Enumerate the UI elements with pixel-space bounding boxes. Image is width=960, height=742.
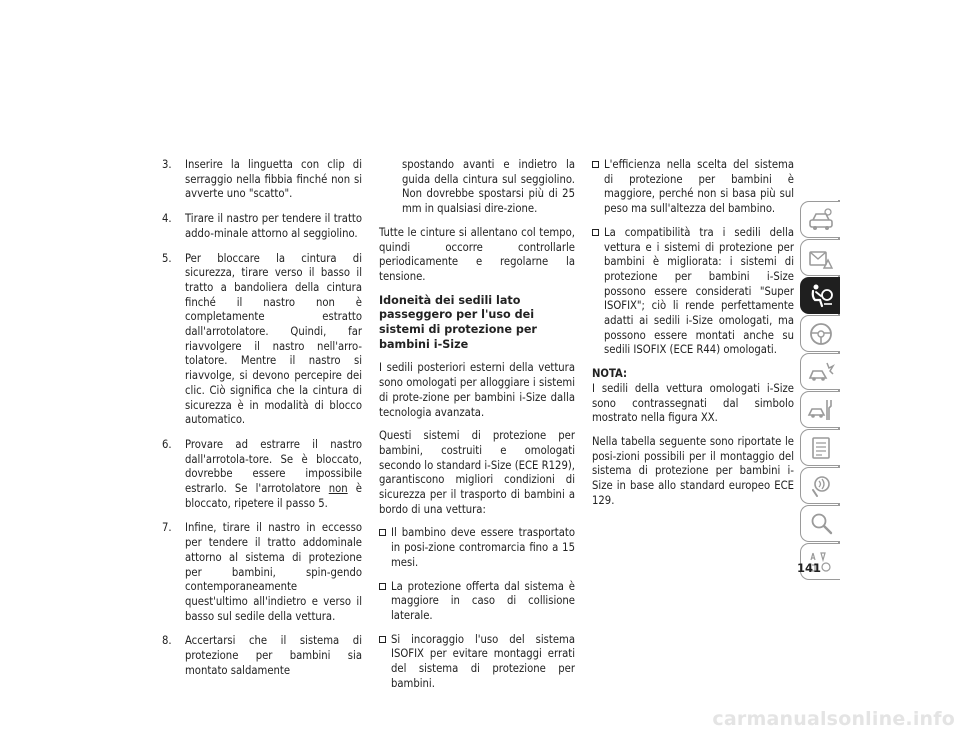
step-number: 7. [162, 521, 172, 535]
bullet-item [379, 526, 575, 570]
car-crash-icon [807, 358, 835, 386]
text-column-1 [162, 158, 362, 689]
section-heading: Idoneità dei sedili lato passeggero per l'uso dei sistemi di protezione per bambini i-Size [379, 293, 537, 351]
note-title: NOTA: [592, 367, 627, 381]
note-text: I sedili della vettura omologati i-Size sono contrassegnati dal simbolo mostrato nella figura XX. [592, 381, 794, 425]
bullet-item [379, 633, 575, 692]
step-text: Infine, tirare il nastro in eccesso per tendere il tratto addominale attorno al sistema di protezione per bambini, spin-gendo contemporaneamente quest'ultimo all'indietro e verso il basso sul sedile della vettura. [185, 521, 362, 623]
car-service-tools-icon [807, 396, 835, 424]
step-number: 3. [162, 158, 172, 171]
paragraph: I sedili posteriori esterni della vettura sono omologati per alloggiare i sistemi di prote-zione per bambini i-Size dalla tecnologia avanzata. [379, 361, 575, 419]
step-4 [162, 212, 362, 241]
tab-steering-wheel[interactable] [800, 315, 840, 352]
step-number: 4. [162, 212, 172, 226]
tab-maintenance-checklist[interactable] [800, 429, 840, 466]
bullet-item [592, 158, 794, 217]
step-7 [162, 521, 362, 624]
tab-search-index[interactable] [800, 505, 840, 542]
instrument-warning-icon [807, 244, 835, 272]
bullet-item [379, 580, 575, 624]
checkbox-bullet-icon [592, 161, 599, 168]
step-text: Accertarsi che il sistema di protezione per bambini sia montato saldamente [185, 634, 362, 677]
bullet-text: Si incoraggio l'uso del sistema ISOFIX per evitare montaggi errati del sistema di protezione per bambini. [391, 632, 575, 690]
checkbox-bullet-icon [379, 636, 386, 643]
checkbox-bullet-icon [379, 529, 386, 536]
maintenance-checklist-icon [807, 434, 835, 462]
step-number: 6. [162, 437, 172, 451]
tab-multimedia[interactable] [800, 467, 840, 504]
text-column-2 [379, 158, 575, 701]
page-number: 141 [797, 561, 822, 575]
step-text: Inserire la linguetta con clip di serraggio nella fibbia finché non si avverte uno "scatto". [185, 158, 362, 201]
step-text-after: è bloccato, ripetere il passo 5. [185, 482, 362, 510]
step-text: Per bloccare la cintura di sicurezza, tirare verso il basso il tratto a bandoliera della cintura finché il nastro non è completamente estratto dall'arrotolatore. Quindi, far riavvolgere il nastro nell'arro-tolatore. Mentre il nastro si riavvolge, si devono percepire dei clic. Ciò significa che la cintura di sicurezza è in modalità di blocco automatico. [185, 251, 362, 427]
step-text-underlined: non [328, 482, 348, 496]
car-dashboard-icon [807, 206, 835, 234]
step-6 [162, 438, 362, 512]
checkbox-bullet-icon [592, 229, 599, 236]
bullet-text: La protezione offerta dal sistema è maggiore in caso di collisione laterale. [391, 579, 575, 622]
airbag-safety-icon [807, 282, 835, 310]
text-column-3 [592, 158, 794, 517]
bullet-text: L'efficienza nella scelta del sistema di protezione per bambini è maggiore, perché non si basa più sul peso ma sull'altezza del bambino. [604, 158, 794, 216]
step-8 [162, 634, 362, 678]
step-number: 8. [162, 634, 172, 648]
bullet-text: La compatibilità tra i sedili della vettura e i sistemi di protezione per bambini è migliorata: i sistemi di protezione per bambini i-Size possono essere considerati "Super ISOFIX"; ciò li rende perfettamente adatti ai sedili i-Size omologati, ma possono essere montati anche su sedili ISOFIX (ECE R44) omologati. [604, 225, 794, 357]
tab-car-service-tools[interactable] [800, 391, 840, 428]
paragraph: Questi sistemi di protezione per bambini, costruiti e omologati secondo lo standard i-Size (ECE R129), garantiscono migliori condizioni di sicurezza per il trasporto di bambini a bordo di una vettura: [379, 429, 575, 516]
step-number: 5. [162, 251, 172, 265]
search-index-icon [807, 510, 835, 538]
steering-wheel-icon [807, 320, 835, 348]
bullet-text: Il bambino deve essere trasportato in posi-zione contromarcia fino a 15 mesi. [391, 526, 575, 569]
paragraph: Nella tabella seguente sono riportate le posi-zioni possibili per il montaggio del sistema di protezione per bambini i-Size in base allo standard europeo ECE 129. [592, 434, 794, 507]
step-text-before: Provare ad estrarre il nastro dall'arrotola-tore. Se è bloccato, dovrebbe essere impossibile estrarlo. Se l'arrotolatore [185, 437, 362, 496]
paragraph: Tutte le cinture si allentano col tempo, quindi occorre controllarle periodicamente e regolarne la tensione. [379, 225, 575, 283]
step-5 [162, 252, 362, 428]
tab-airbag-safety[interactable] [800, 277, 840, 314]
tab-car-dashboard[interactable] [800, 201, 840, 238]
step-3 [162, 158, 362, 202]
step-text: Tirare il nastro per tendere il tratto addo-minale attorno al seggiolino. [185, 212, 362, 240]
bullet-item [592, 226, 794, 358]
watermark: carmanualsonline.info [712, 708, 955, 730]
tab-instrument-warning[interactable] [800, 239, 840, 276]
checkbox-bullet-icon [379, 583, 386, 590]
multimedia-icon [807, 472, 835, 500]
step-8-continued: spostando avanti e indietro la guida della cintura sul seggiolino. Non dovrebbe spostarsi più di 25 mm in qualsiasi dire-zione. [402, 158, 575, 216]
tab-car-crash[interactable] [800, 353, 840, 390]
